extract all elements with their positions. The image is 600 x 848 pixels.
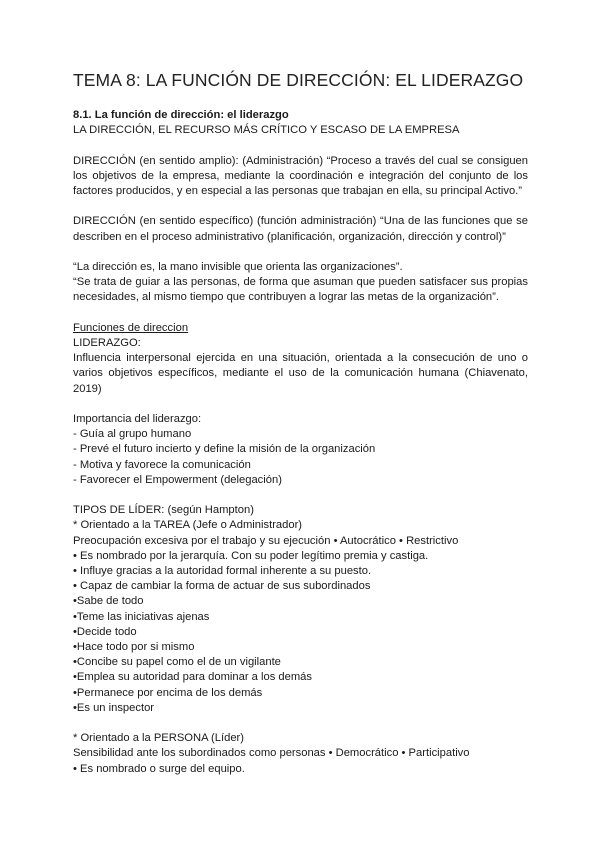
list-item: - Guía al grupo humano xyxy=(73,428,192,441)
liderazgo-label: LIDERAZGO: xyxy=(73,336,141,349)
definition-broad: DIRECCIÓN (en sentido amplio): (Administración) “Proceso a través del cual se consiguen los objetivos de la empresa, mediante la coordinación e integración del conjunto de los factores producidos, y en especial a las personas que trabajan en ella, su principal Activo.” xyxy=(73,154,528,197)
list-item: •Teme las iniciativas ajenas xyxy=(73,610,210,623)
list-item: - Prevé el futuro incierto y define la misión de la organización xyxy=(73,443,376,456)
list-item: •Decide todo xyxy=(73,625,137,638)
document-body xyxy=(73,108,528,777)
list-item: • Es nombrado por la jerarquía. Con su poder legítimo premia y castiga. xyxy=(73,549,429,562)
persona-heading: * Orientado a la PERSONA (Líder) xyxy=(73,732,244,745)
list-item: •Es un inspector xyxy=(73,701,155,714)
list-item: •Sabe de todo xyxy=(73,595,144,608)
list-item: •Emplea su autoridad para dominar a los demás xyxy=(73,671,312,684)
funciones-heading: Funciones de direccion xyxy=(73,321,189,334)
section-heading: 8.1. La función de dirección: el liderazgo xyxy=(73,109,289,121)
liderazgo-definition: Influencia interpersonal ejercida en una situación, orientada a la consecución de uno o varios objetivos específicos, mediante el uso de la comunicación humana (Chiavenato, 2019) xyxy=(73,352,528,395)
list-item: •Concibe su papel como el de un vigilante xyxy=(73,656,281,669)
list-item: - Motiva y favorece la comunicación xyxy=(73,458,251,471)
page-title: TEMA 8: LA FUNCIÓN DE DIRECCIÓN: EL LIDERAZGO xyxy=(73,70,524,90)
persona-description: Sensibilidad ante los subordinados como personas • Democrático • Participativo xyxy=(73,747,470,760)
definition-specific: DIRECCIÓN (en sentido específico) (función administración) “Una de las funciones que se describen en el proceso administrativo (planificación, organización, dirección y control)” xyxy=(73,215,528,243)
list-item: •Hace todo por si mismo xyxy=(73,641,195,654)
tipos-heading: TIPOS DE LÍDER: (según Hampton) xyxy=(73,504,254,517)
quote-invisible-hand: “La dirección es, la mano invisible que orienta las organizaciones”. xyxy=(73,260,403,273)
quote-guide-people: “Se trata de guiar a las personas, de forma que asuman que pueden satisfacer sus propias necesidades, al mismo tiempo que contribuyen a lograr las metas de la organización”. xyxy=(73,276,528,304)
list-item: •Permanece por encima de los demás xyxy=(73,686,263,699)
list-item: • Influye gracias a la autoridad formal inherente a su puesto. xyxy=(73,565,372,577)
section-subheading: LA DIRECCIÓN, EL RECURSO MÁS CRÍTICO Y ESCASO DE LA EMPRESA xyxy=(73,124,460,137)
tarea-description: Preocupación excesiva por el trabajo y su ejecución • Autocrático • Restrictivo xyxy=(73,534,459,547)
list-item: - Favorecer el Empowerment (delegación) xyxy=(73,473,282,486)
list-item: • Capaz de cambiar la forma de actuar de sus subordinados xyxy=(73,580,371,593)
list-item: • Es nombrado o surge del equipo. xyxy=(73,762,245,775)
tarea-heading: * Orientado a la TAREA (Jefe o Administrador) xyxy=(73,519,303,532)
importancia-heading: Importancia del liderazgo: xyxy=(73,412,202,425)
